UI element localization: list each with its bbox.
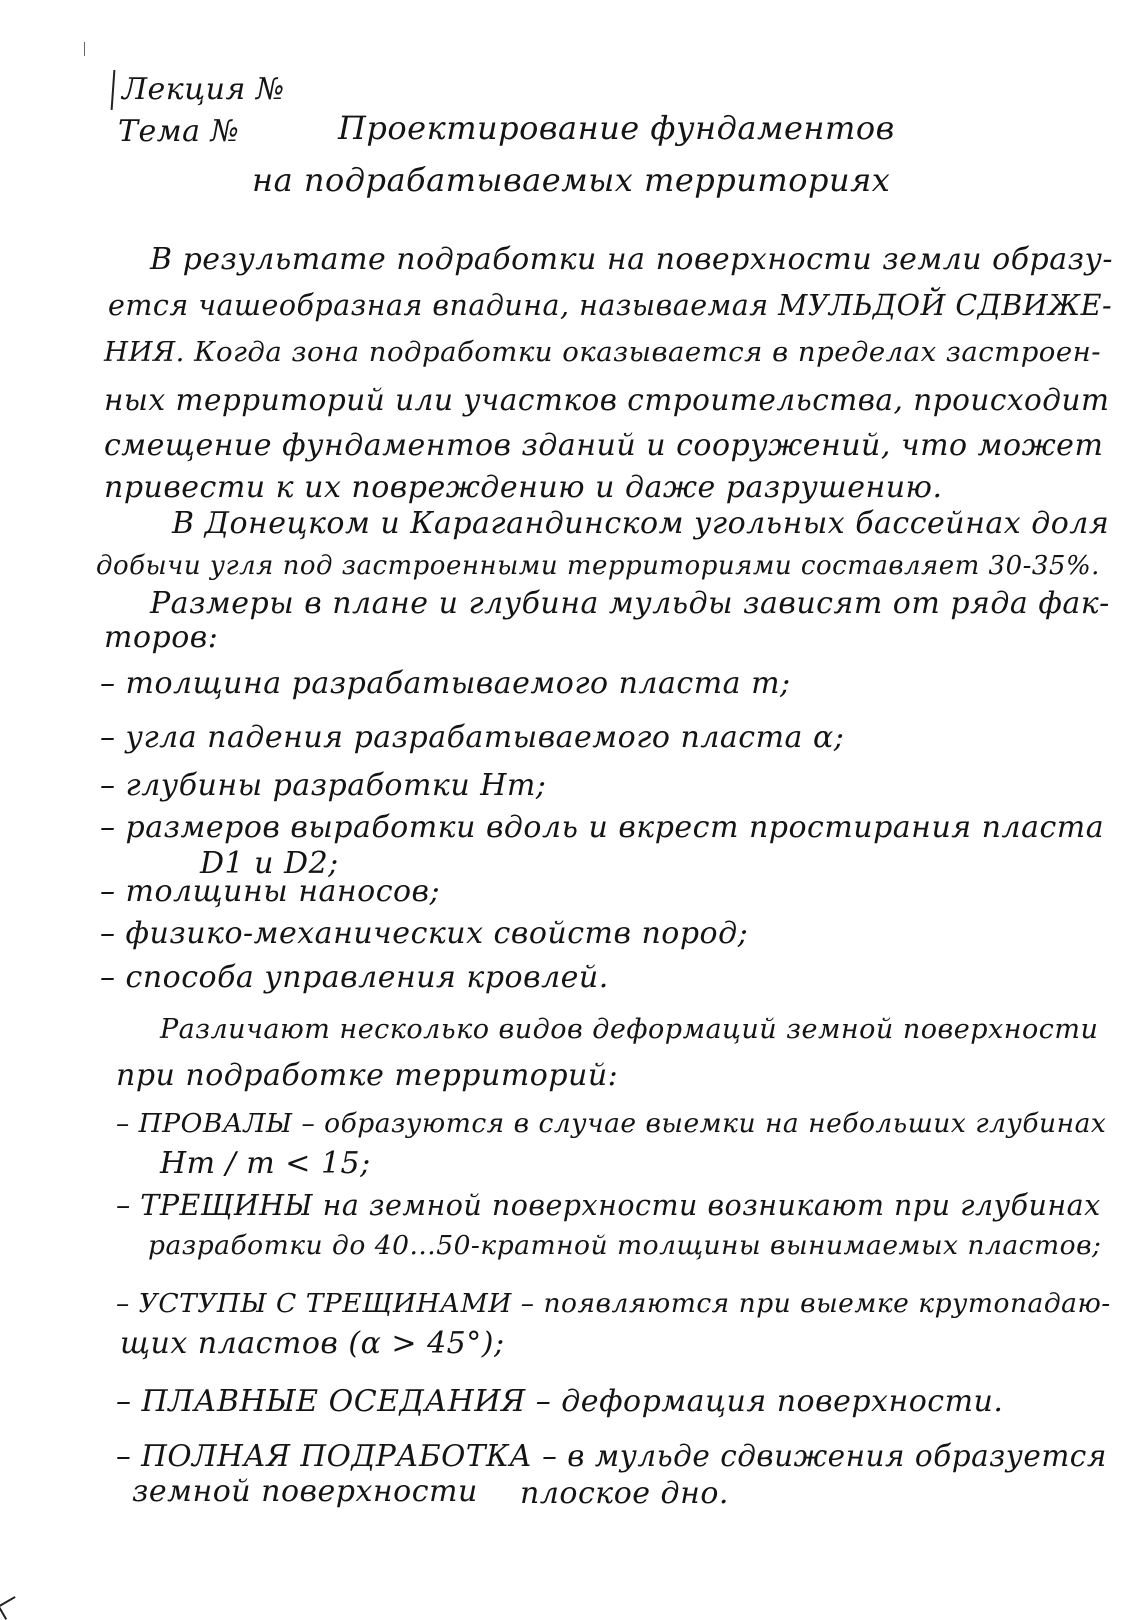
deformation-item: – УСТУПЫ С ТРЕЩИНАМИ – появляются при выемке крутопадаю-	[116, 1288, 1111, 1319]
paragraph-1-line-5: смещение фундаментов зданий и сооружений, что может	[104, 428, 1104, 463]
paragraph-4-line-1: Различают несколько видов деформаций земной поверхности	[160, 1014, 1099, 1045]
deformation-item-continuation: щих пластов (α > 45°);	[120, 1326, 505, 1361]
factor-item-continuation: D1 и D2;	[200, 846, 339, 881]
title-line-2: на подрабатываемых территориях	[252, 161, 891, 199]
paragraph-2-line-1: В Донецком и Карагандинском угольных бассейнах доля	[172, 506, 1110, 541]
title-line-1: Проектирование фундаментов	[338, 109, 895, 147]
deformation-item: – ТРЕЩИНЫ на земной поверхности возникают при глубинах	[116, 1189, 1101, 1222]
paragraph-1-line-2: ется чашеобразная впадина, называемая МУЛЬДОЙ СДВИЖЕ-	[108, 289, 1113, 322]
factor-item: – толщины наносов;	[100, 874, 441, 909]
deformation-item-continuation: разработки до 40...50-кратной толщины вынимаемых пластов;	[148, 1230, 1102, 1261]
paragraph-3-line-2: торов:	[104, 620, 219, 655]
topic-label: Тема №	[118, 114, 240, 149]
deformation-item: – ПОЛНАЯ ПОДРАБОТКА – в мульде сдвижения образуется	[116, 1439, 1107, 1473]
factor-item: – физико-механических свойств пород;	[100, 916, 749, 951]
factor-item: – размеров выработки вдоль и вкрест простирания пласта	[100, 810, 1105, 845]
lecture-label: Лекция №	[122, 72, 285, 107]
deformation-item-continuation: плоское дно.	[520, 1476, 729, 1511]
deformation-item: – ПЛАВНЫЕ ОСЕДАНИЯ – деформация поверхности.	[116, 1384, 1004, 1419]
paragraph-2-line-2: добычи угля под застроенными территориями составляет 30-35%.	[96, 551, 1100, 581]
paragraph-3-line-1: Размеры в плане и глубина мульды зависят от ряда фак-	[150, 586, 1110, 621]
deformation-item-continuation: земной поверхности	[132, 1474, 478, 1509]
factor-item: – угла падения разрабатываемого пласта α;	[100, 720, 845, 755]
paragraph-1-line-3: НИЯ. Когда зона подработки оказывается в пределах застроен-	[104, 336, 1102, 368]
factor-item: – глубины разработки Hm;	[100, 768, 547, 803]
factor-item: – способа управления кровлей.	[100, 960, 609, 995]
paragraph-1-line-1: В результате подработки на поверхности земли образу-	[150, 242, 1114, 277]
deformation-item-continuation: Hm / m < 15;	[160, 1146, 371, 1181]
factor-item: – толщина разрабатываемого пласта m;	[100, 666, 791, 701]
paragraph-4-line-2: при подработке территорий:	[116, 1058, 619, 1093]
paragraph-1-line-4: ных территорий или участков строительства, происходит	[104, 383, 1110, 417]
pen-tick-mark	[84, 42, 85, 56]
margin-bar-mark	[111, 70, 116, 110]
paragraph-1-line-6: привести к их повреждению и даже разрушению.	[104, 470, 943, 505]
corner-pen-mark	[0, 1596, 23, 1620]
deformation-item: – ПРОВАЛЫ – образуются в случае выемки на небольших глубинах	[116, 1108, 1107, 1139]
